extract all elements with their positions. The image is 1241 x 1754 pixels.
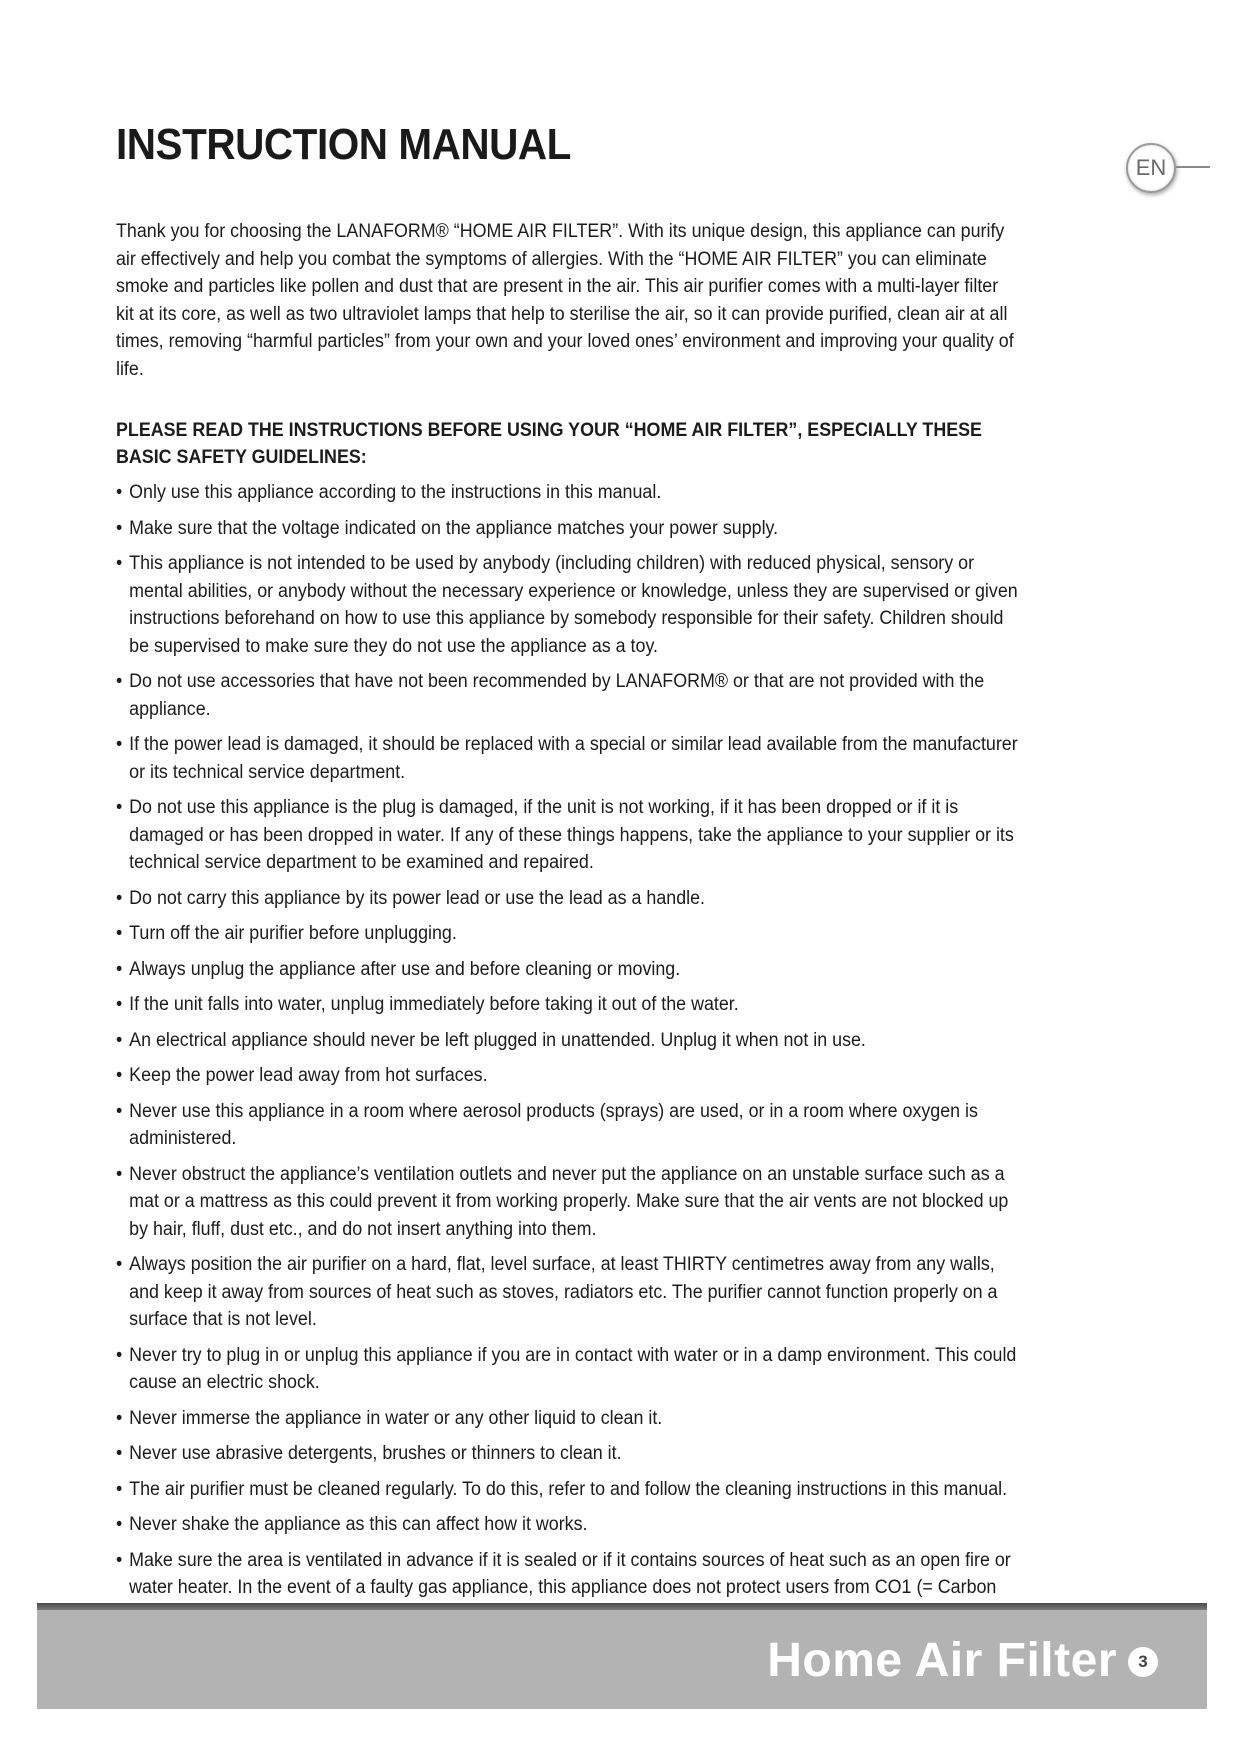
- safety-rule: • Never use abrasive detergents, brushes or thinners to clean it.: [116, 1440, 1018, 1468]
- footer-divider: [37, 1603, 1207, 1610]
- language-badge: EN: [1126, 143, 1176, 193]
- safety-rule: • If the power lead is damaged, it should be replaced with a special or similar lead available from the manufacturer or its technical service department.: [116, 731, 1018, 786]
- safety-rule: • Never use this appliance in a room where aerosol products (sprays) are used, or in a room where oxygen is administered.: [116, 1098, 1018, 1153]
- safety-rule: • Never try to plug in or unplug this appliance if you are in contact with water or in a damp environment. This could cause an electric shock.: [116, 1342, 1018, 1397]
- safety-heading: PLEASE READ THE INSTRUCTIONS BEFORE USING YOUR “HOME AIR FILTER”, ESPECIALLY THESE BASIC SAFETY GUIDELINES:: [116, 420, 982, 468]
- safety-rule: • This appliance is not intended to be used by anybody (including children) with reduced physical, sensory or mental abilities, or anybody without the necessary experience or knowledge, unless they are supervised or given instructions beforehand on how to use this appliance by somebody responsible for their safety. Children should be supervised to make sure they do not use the appliance as a toy.: [116, 550, 1018, 660]
- page-title: INSTRUCTION MANUAL: [116, 120, 571, 169]
- safety-rule: • The air purifier must be cleaned regularly. To do this, refer to and follow the cleaning instructions in this manual.: [116, 1476, 1018, 1504]
- safety-rule: • An electrical appliance should never be left plugged in unattended. Unplug it when not in use.: [116, 1027, 1018, 1055]
- footer-product-name: Home Air Filter: [767, 1634, 1117, 1687]
- safety-rule: • Never shake the appliance as this can affect how it works.: [116, 1511, 1018, 1539]
- safety-rule: • If the unit falls into water, unplug immediately before taking it out of the water.: [116, 991, 1018, 1019]
- safety-rule: • Always unplug the appliance after use and before cleaning or moving.: [116, 956, 1018, 984]
- safety-rule: • Never immerse the appliance in water or any other liquid to clean it.: [116, 1405, 1018, 1433]
- safety-rule: • Do not carry this appliance by its power lead or use the lead as a handle.: [116, 885, 1018, 913]
- safety-rule: • Always position the air purifier on a hard, flat, level surface, at least THIRTY centimetres away from any walls, and keep it away from sources of heat such as stoves, radiators etc. The purifier cannot function properly on a surface that is not level.: [116, 1251, 1018, 1334]
- safety-rules-list: [116, 479, 1018, 1629]
- safety-rule: • Do not use this appliance is the plug is damaged, if the unit is not working, if it has been dropped or if it is damaged or has been dropped in water. If any of these things happens, take the appliance to your supplier or its technical service department to be examined and repaired.: [116, 794, 1018, 877]
- page-number: 3: [1128, 1647, 1158, 1677]
- intro-paragraph: Thank you for choosing the LANAFORM® “HOME AIR FILTER”. With its unique design, this appliance can purify air effectively and help you combat the symptoms of allergies. With the “HOME AIR FILTER” you can eliminate smoke and particles like pollen and dust that are present in the air. This air purifier comes with a multi-layer filter kit at its core, as well as two ultraviolet lamps that help to sterilise the air, so it can provide purified, clean air at all times, removing “harmful particles” from your own and your loved ones’ environment and improving your quality of life.: [116, 221, 1014, 380]
- manual-content: [116, 218, 1018, 1637]
- safety-rule: • Do not use accessories that have not been recommended by LANAFORM® or that are not provided with the appliance.: [116, 668, 1018, 723]
- language-badge-line: [1176, 166, 1210, 168]
- safety-rule: • Make sure that the voltage indicated on the appliance matches your power supply.: [116, 515, 1018, 543]
- safety-rule: • Turn off the air purifier before unplugging.: [116, 920, 1018, 948]
- safety-rule: • Only use this appliance according to the instructions in this manual.: [116, 479, 1018, 507]
- safety-rule: • Never obstruct the appliance’s ventilation outlets and never put the appliance on an unstable surface such as a mat or a mattress as this could prevent it from working properly. Make sure that the air vents are not blocked up by hair, fluff, dust etc., and do not insert anything into them.: [116, 1161, 1018, 1244]
- safety-rule: • Keep the power lead away from hot surfaces.: [116, 1062, 1018, 1090]
- safety-rule: • Make sure the area is ventilated in advance if it is sealed or if it contains sources of heat such as an open fire or water heater. In the event of a faulty gas appliance, this appliance does not protect users from CO1 (= Carbon: [116, 1547, 1018, 1630]
